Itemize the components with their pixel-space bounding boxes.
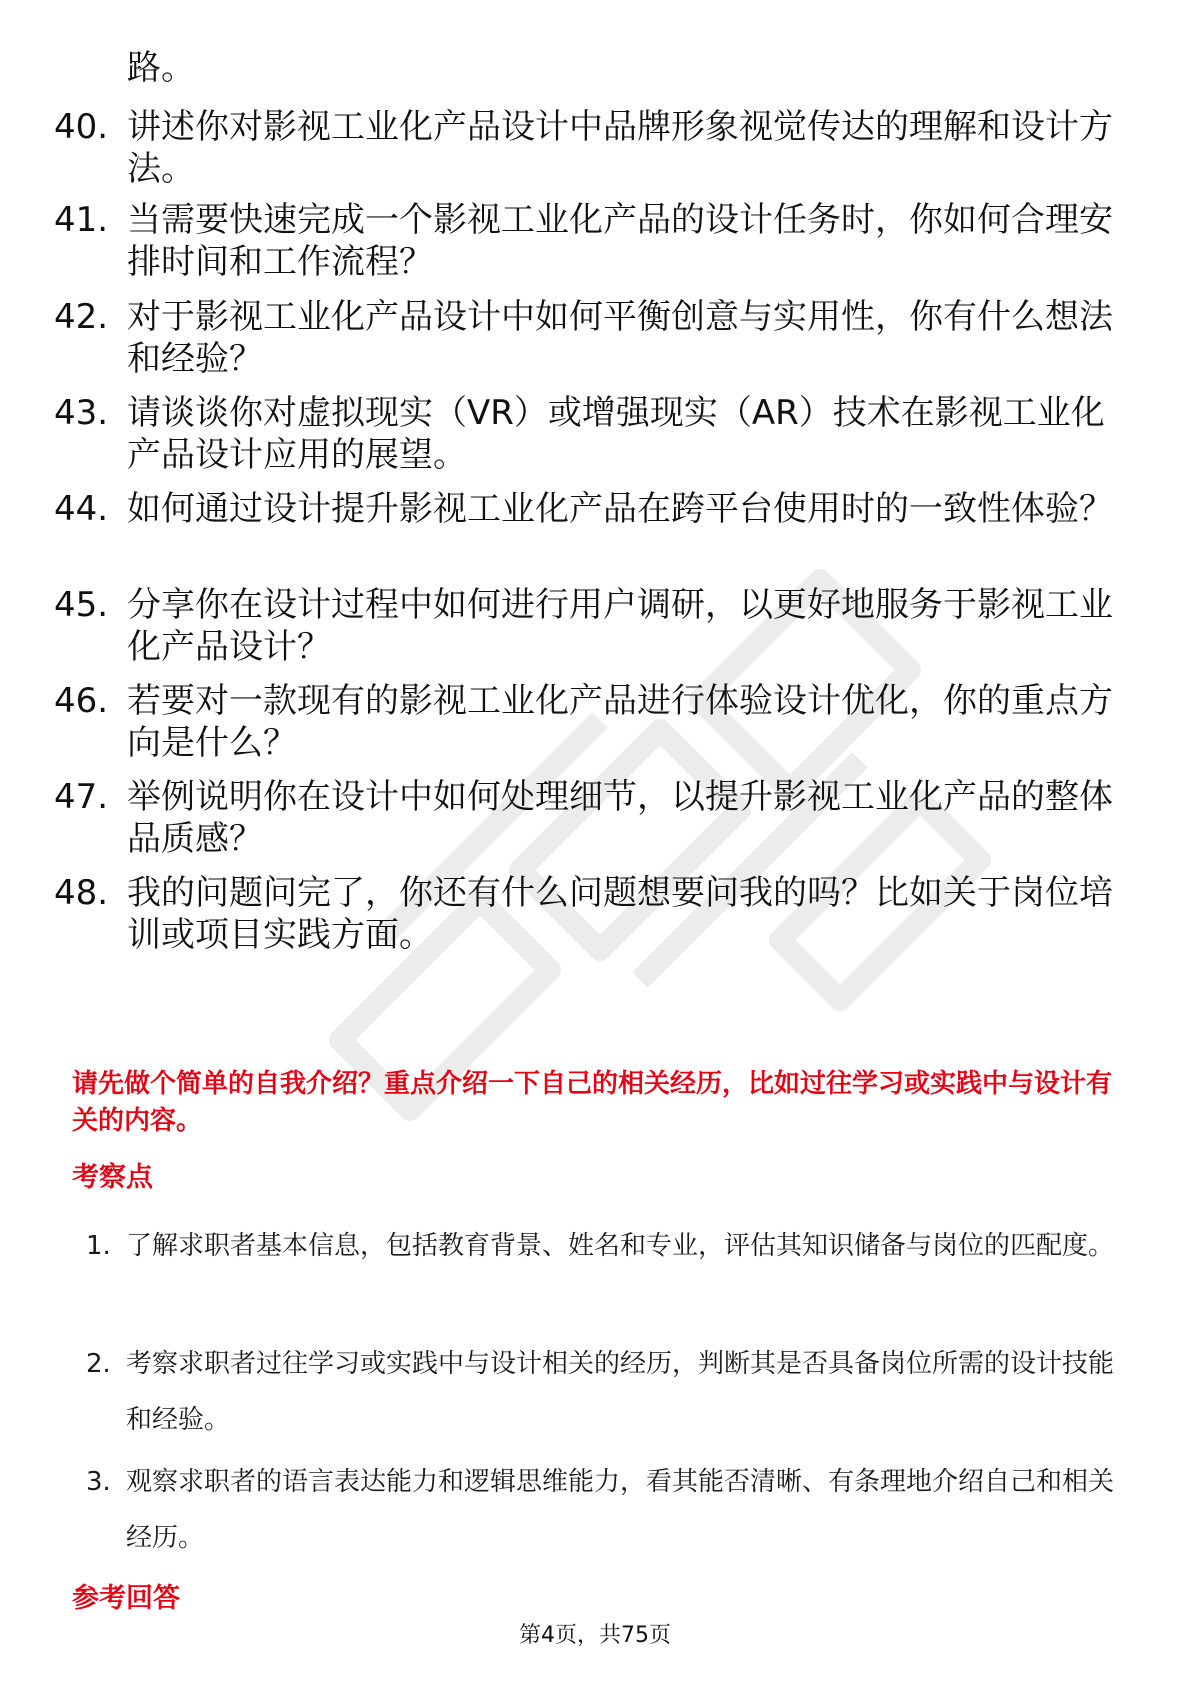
- section-question: 请先做个简单的自我介绍？重点介绍一下自己的相关经历，比如过往学习或实践中与设计有关的内容。: [72, 1069, 1113, 1136]
- question-text: 举例说明你在设计中如何处理细节，以提升影视工业化产品的整体品质感？: [127, 777, 1113, 859]
- question-text: 我的问题问完了，你还有什么问题想要问我的吗？比如关于岗位培训或项目实践方面。: [127, 873, 1113, 955]
- reference-answer-heading: 参考回答: [72, 1583, 180, 1614]
- question-number: 44.: [54, 489, 109, 529]
- list-item-number: 1.: [86, 1231, 111, 1261]
- list-item-number: 3.: [86, 1467, 111, 1497]
- list-item-text: 了解求职者基本信息，包括教育背景、姓名和专业，评估其知识储备与岗位的匹配度。: [126, 1231, 1115, 1261]
- question-text: 路。: [127, 48, 195, 88]
- question-text: 若要对一款现有的影视工业化产品进行体验设计优化，你的重点方向是什么？: [127, 681, 1113, 763]
- list-item-text: 考察求职者过往学习或实践中与设计相关的经历，判断其是否具备岗位所需的设计技能和经验。: [126, 1349, 1115, 1435]
- question-text: 讲述你对影视工业化产品设计中品牌形象视觉传达的理解和设计方法。: [127, 107, 1113, 189]
- question-text: 当需要快速完成一个影视工业化产品的设计任务时，你如何合理安排时间和工作流程？: [127, 200, 1113, 282]
- question-number: 41.: [54, 200, 109, 240]
- question-number: 45.: [54, 585, 109, 625]
- list-item-number: 2.: [86, 1349, 111, 1379]
- page-footer: 第4页，共75页: [519, 1623, 671, 1648]
- question-text: 请谈谈你对虚拟现实（VR）或增强现实（AR）技术在影视工业化产品设计应用的展望。: [127, 393, 1105, 475]
- question-number: 43.: [54, 393, 109, 433]
- question-number: 46.: [54, 681, 109, 721]
- question-number: 42.: [54, 297, 109, 337]
- question-number: 40.: [54, 107, 109, 147]
- question-text: 如何通过设计提升影视工业化产品在跨平台使用时的一致性体验？: [127, 489, 1113, 529]
- kaochadian-heading: 考察点: [72, 1162, 153, 1193]
- question-number: 48.: [54, 873, 109, 913]
- question-number: 47.: [54, 777, 109, 817]
- question-text: 分享你在设计过程中如何进行用户调研，以更好地服务于影视工业化产品设计？: [127, 585, 1113, 667]
- question-text: 对于影视工业化产品设计中如何平衡创意与实用性，你有什么想法和经验？: [127, 297, 1113, 379]
- list-item-text: 观察求职者的语言表达能力和逻辑思维能力，看其能否清晰、有条理地介绍自己和相关经历。: [126, 1467, 1115, 1553]
